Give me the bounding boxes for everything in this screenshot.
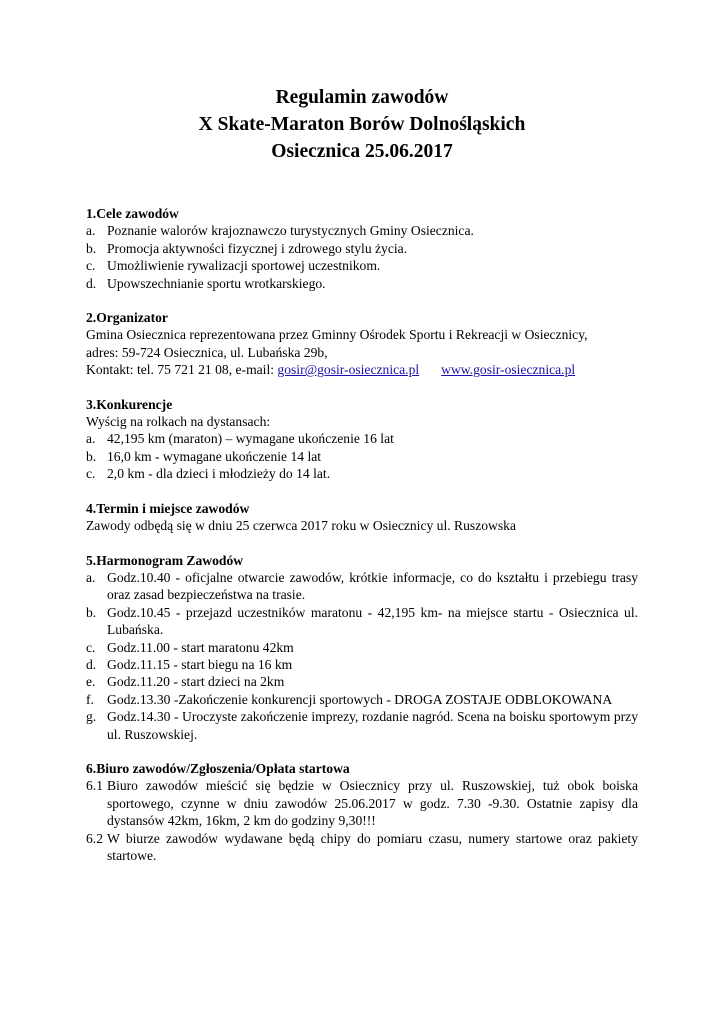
section-organizer: [86, 309, 638, 379]
list-item: a. 42,195 km (maraton) – wymagane ukończenie 16 lat: [86, 431, 394, 447]
section-date-place: [86, 500, 638, 535]
organizer-contact: Kontakt: tel. 75 721 21 08, e-mail: gosir@gosir-osiecznica.pl www.gosir-osiecznica.pl: [86, 362, 576, 378]
document-page: [86, 84, 638, 881]
section-heading: 2.Organizator: [86, 310, 168, 326]
list-item: b. Promocja aktywności fizycznej i zdrowego stylu życia.: [86, 240, 408, 256]
office-list: [86, 777, 638, 864]
email-link[interactable]: gosir@gosir-osiecznica.pl: [277, 362, 420, 378]
list-item: c. Godz.11.00 - start maratonu 42km: [86, 639, 294, 655]
list-item: c. Umożliwienie rywalizacji sportowej uczestnikom.: [86, 258, 381, 274]
organizer-address: adres: 59-724 Osiecznica, ul. Lubańska 29b,: [86, 344, 328, 360]
list-item: c. 2,0 km - dla dzieci i młodzieży do 14 lat.: [86, 466, 331, 482]
list-item: a. Poznanie walorów krajoznawczo turystycznych Gminy Osiecznica.: [86, 223, 474, 239]
goals-list: [86, 222, 638, 292]
list-item: g. Godz.14.30 - Uroczyste zakończenie imprezy, rozdanie nagród. Scena na boisku sportowym przy ul. Ruszowskiej.: [86, 709, 638, 742]
section-heading: 6.Biuro zawodów/Zgłoszenia/Opłata startowa: [86, 760, 350, 776]
list-item: b. 16,0 km - wymagane ukończenie 14 lat: [86, 448, 322, 464]
section-competitions: [86, 396, 638, 483]
schedule-list: [86, 569, 638, 743]
list-item: a. Godz.10.40 - oficjalne otwarcie zawodów, krótkie informacje, co do kształtu i przebiegu trasy oraz zasad bezpieczeństwa na trasie.: [86, 569, 638, 603]
section-office-registration: [86, 760, 638, 864]
competitions-list: [86, 430, 638, 482]
organizer-line-1: Gmina Osiecznica reprezentowana przez Gminny Ośrodek Sportu i Rekreacji w Osiecznicy,: [86, 327, 588, 343]
section-heading: 5.Harmonogram Zawodów: [86, 552, 244, 568]
list-item: 6.2 W biurze zawodów wydawane będą chipy do pomiaru czasu, numery startowe oraz pakiety startowe.: [86, 830, 638, 863]
list-item: e. Godz.11.20 - start dzieci na 2km: [86, 674, 285, 690]
title-line-3: Osiecznica 25.06.2017: [271, 141, 453, 162]
website-link[interactable]: www.gosir-osiecznica.pl: [441, 362, 576, 378]
list-item: f. Godz.13.30 -Zakończenie konkurencji sportowych - DROGA ZOSTAJE ODBLOKOWANA: [86, 691, 613, 707]
list-item: d. Upowszechnianie sportu wrotkarskiego.: [86, 275, 326, 291]
competitions-intro: Wyścig na rolkach na dystansach:: [86, 414, 271, 430]
title-line-1: Regulamin zawodów: [275, 87, 449, 108]
section-schedule: [86, 552, 638, 743]
list-item: d. Godz.11.15 - start biegu na 16 km: [86, 656, 293, 672]
title-line-2: X Skate-Maraton Borów Dolnośląskich: [198, 114, 526, 135]
date-place-text: Zawody odbędą się w dniu 25 czerwca 2017 roku w Osiecznicy ul. Ruszowska: [86, 518, 516, 534]
section-heading: 1.Cele zawodów: [86, 206, 179, 221]
list-item: 6.1 Biuro zawodów mieścić się będzie w Osiecznicy przy ul. Ruszowskiej, tuż obok boiska sportowego, czynne w dniu zawodów 25.06.2017 w godz. 7.30 -9.30. Ostatnie zapisy dla dystansów 42km, 16km, 2 km do godziny 9,30!!!: [86, 778, 638, 829]
section-heading: 3.Konkurencje: [86, 396, 173, 412]
section-goals: [86, 205, 638, 292]
list-item: b. Godz.10.45 - przejazd uczestników maratonu - 42,195 km- na miejsce startu - Osiecznica ul. Lubańska.: [86, 604, 638, 638]
section-heading: 4.Termin i miejsce zawodów: [86, 500, 250, 516]
